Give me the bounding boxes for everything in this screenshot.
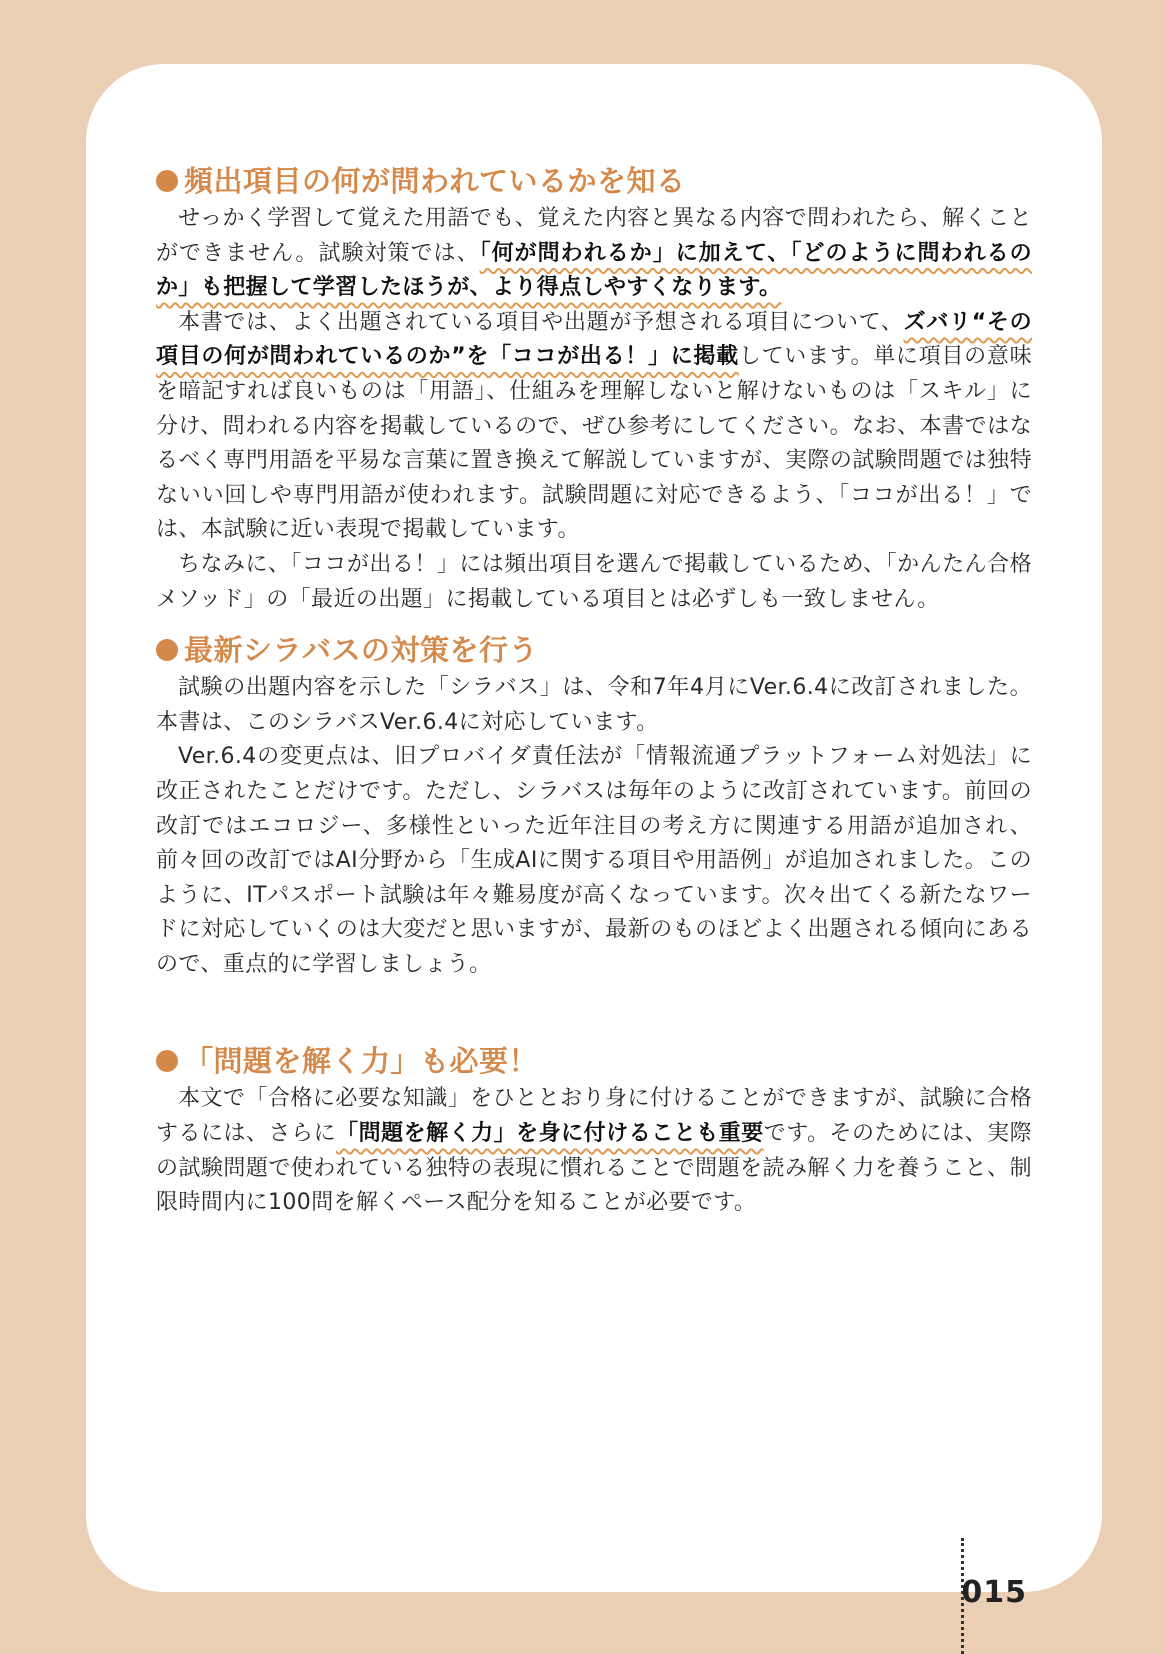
paragraph: Ver.6.4の変更点は、旧プロバイダ責任法が「情報流通プラットフォーム対処法」に改正されたことだけです。ただし、シラバスは毎年のように改訂されています。前回の改訂ではエコロジー、多様性といった近年注目の考え方に関連する用語が追加され、前々回の改訂ではAI分野から「生成AIに関する項目や用語例」が追加されました。このように、ITパスポート試験は年々難易度が高くなっています。次々出てくる新たなワードに対応していくのは大変だと思いますが、最新のものほどよく出題される傾向にあるので、重点的に学習しましょう。 bbox=[156, 744, 1032, 977]
section-heading-latest-syllabus bbox=[156, 629, 1032, 671]
bullet-dot-icon bbox=[156, 639, 178, 661]
paragraph: 試験の出題内容を示した「シラバス」は、令和7年4月にVer.6.4に改訂されました。本書は、このシラバスVer.6.4に対応しています。 bbox=[156, 675, 1032, 735]
section-heading-label: 「問題を解く力」も必要！ bbox=[184, 1044, 539, 1079]
paragraph-text: しています。単に項目の意味を暗記すれば良いものは「用語」、仕組みを理解しないと解けないものは「スキル」に分け、問われる内容を掲載しているので、ぜひ参考にしてください。なお、本書ではなるべく専門用語を平易な言葉に置き換えて解説していますが、実際の試験問題では独特ないい回しや専門用語が使われます。試験問題に対応できるよう、「ココが出る！」では、本試験に近い表現で掲載しています。 bbox=[156, 344, 1032, 543]
paragraph bbox=[156, 306, 1032, 548]
page-content bbox=[156, 160, 1032, 1221]
section-heading-problem-solving bbox=[156, 1040, 1032, 1082]
paragraph-text: 本書では、よく出題されている項目や出題が予想される項目について、 bbox=[178, 309, 904, 335]
paragraph-text: 本文で「合格に必要な知識」をひととおり身に付けることができますが、試験に合格するには、さらに bbox=[156, 1086, 1032, 1147]
bullet-dot-icon bbox=[156, 1050, 178, 1072]
paragraph-text: せっかく学習して覚えた用語でも、覚えた内容と異なる内容で問われたら、解くことができません。試験対策では、 bbox=[156, 206, 1032, 266]
page-number: 015 bbox=[961, 1575, 1027, 1610]
paragraph-text: です。そのためには、実際の試験問題で使われている独特の表現に慣れることで問題を読み解く力を養うこと、制限時間内に100問を解くペース配分を知ることが必要です。 bbox=[156, 1121, 1032, 1216]
bullet-dot-icon bbox=[156, 170, 178, 192]
section-heading-frequent-items bbox=[156, 160, 1032, 202]
emphasis-text: 「問題を解く力」を身に付けることも重要 bbox=[336, 1121, 764, 1147]
section-heading-label: 頻出項目の何が問われているかを知る bbox=[184, 164, 686, 198]
emphasis-text: 「何が問われるか」に加えて、「どのように問われるのか」も把握して学習したほうが、より得点しやすくなります。 bbox=[156, 240, 1033, 301]
section-heading-label: 最新シラバスの対策を行う bbox=[184, 633, 539, 668]
emphasis-text: ズバリ“その項目の何が問われているのか”を「ココが出る！」に掲載 bbox=[156, 309, 1032, 370]
paragraph bbox=[156, 202, 1032, 306]
paragraph bbox=[156, 1082, 1032, 1220]
paragraph: ちなみに、「ココが出る！」には頻出項目を選んで掲載しているため、「かんたん合格メソッド」の「最近の出題」に掲載している項目とは必ずしも一致しません。 bbox=[156, 551, 1032, 612]
